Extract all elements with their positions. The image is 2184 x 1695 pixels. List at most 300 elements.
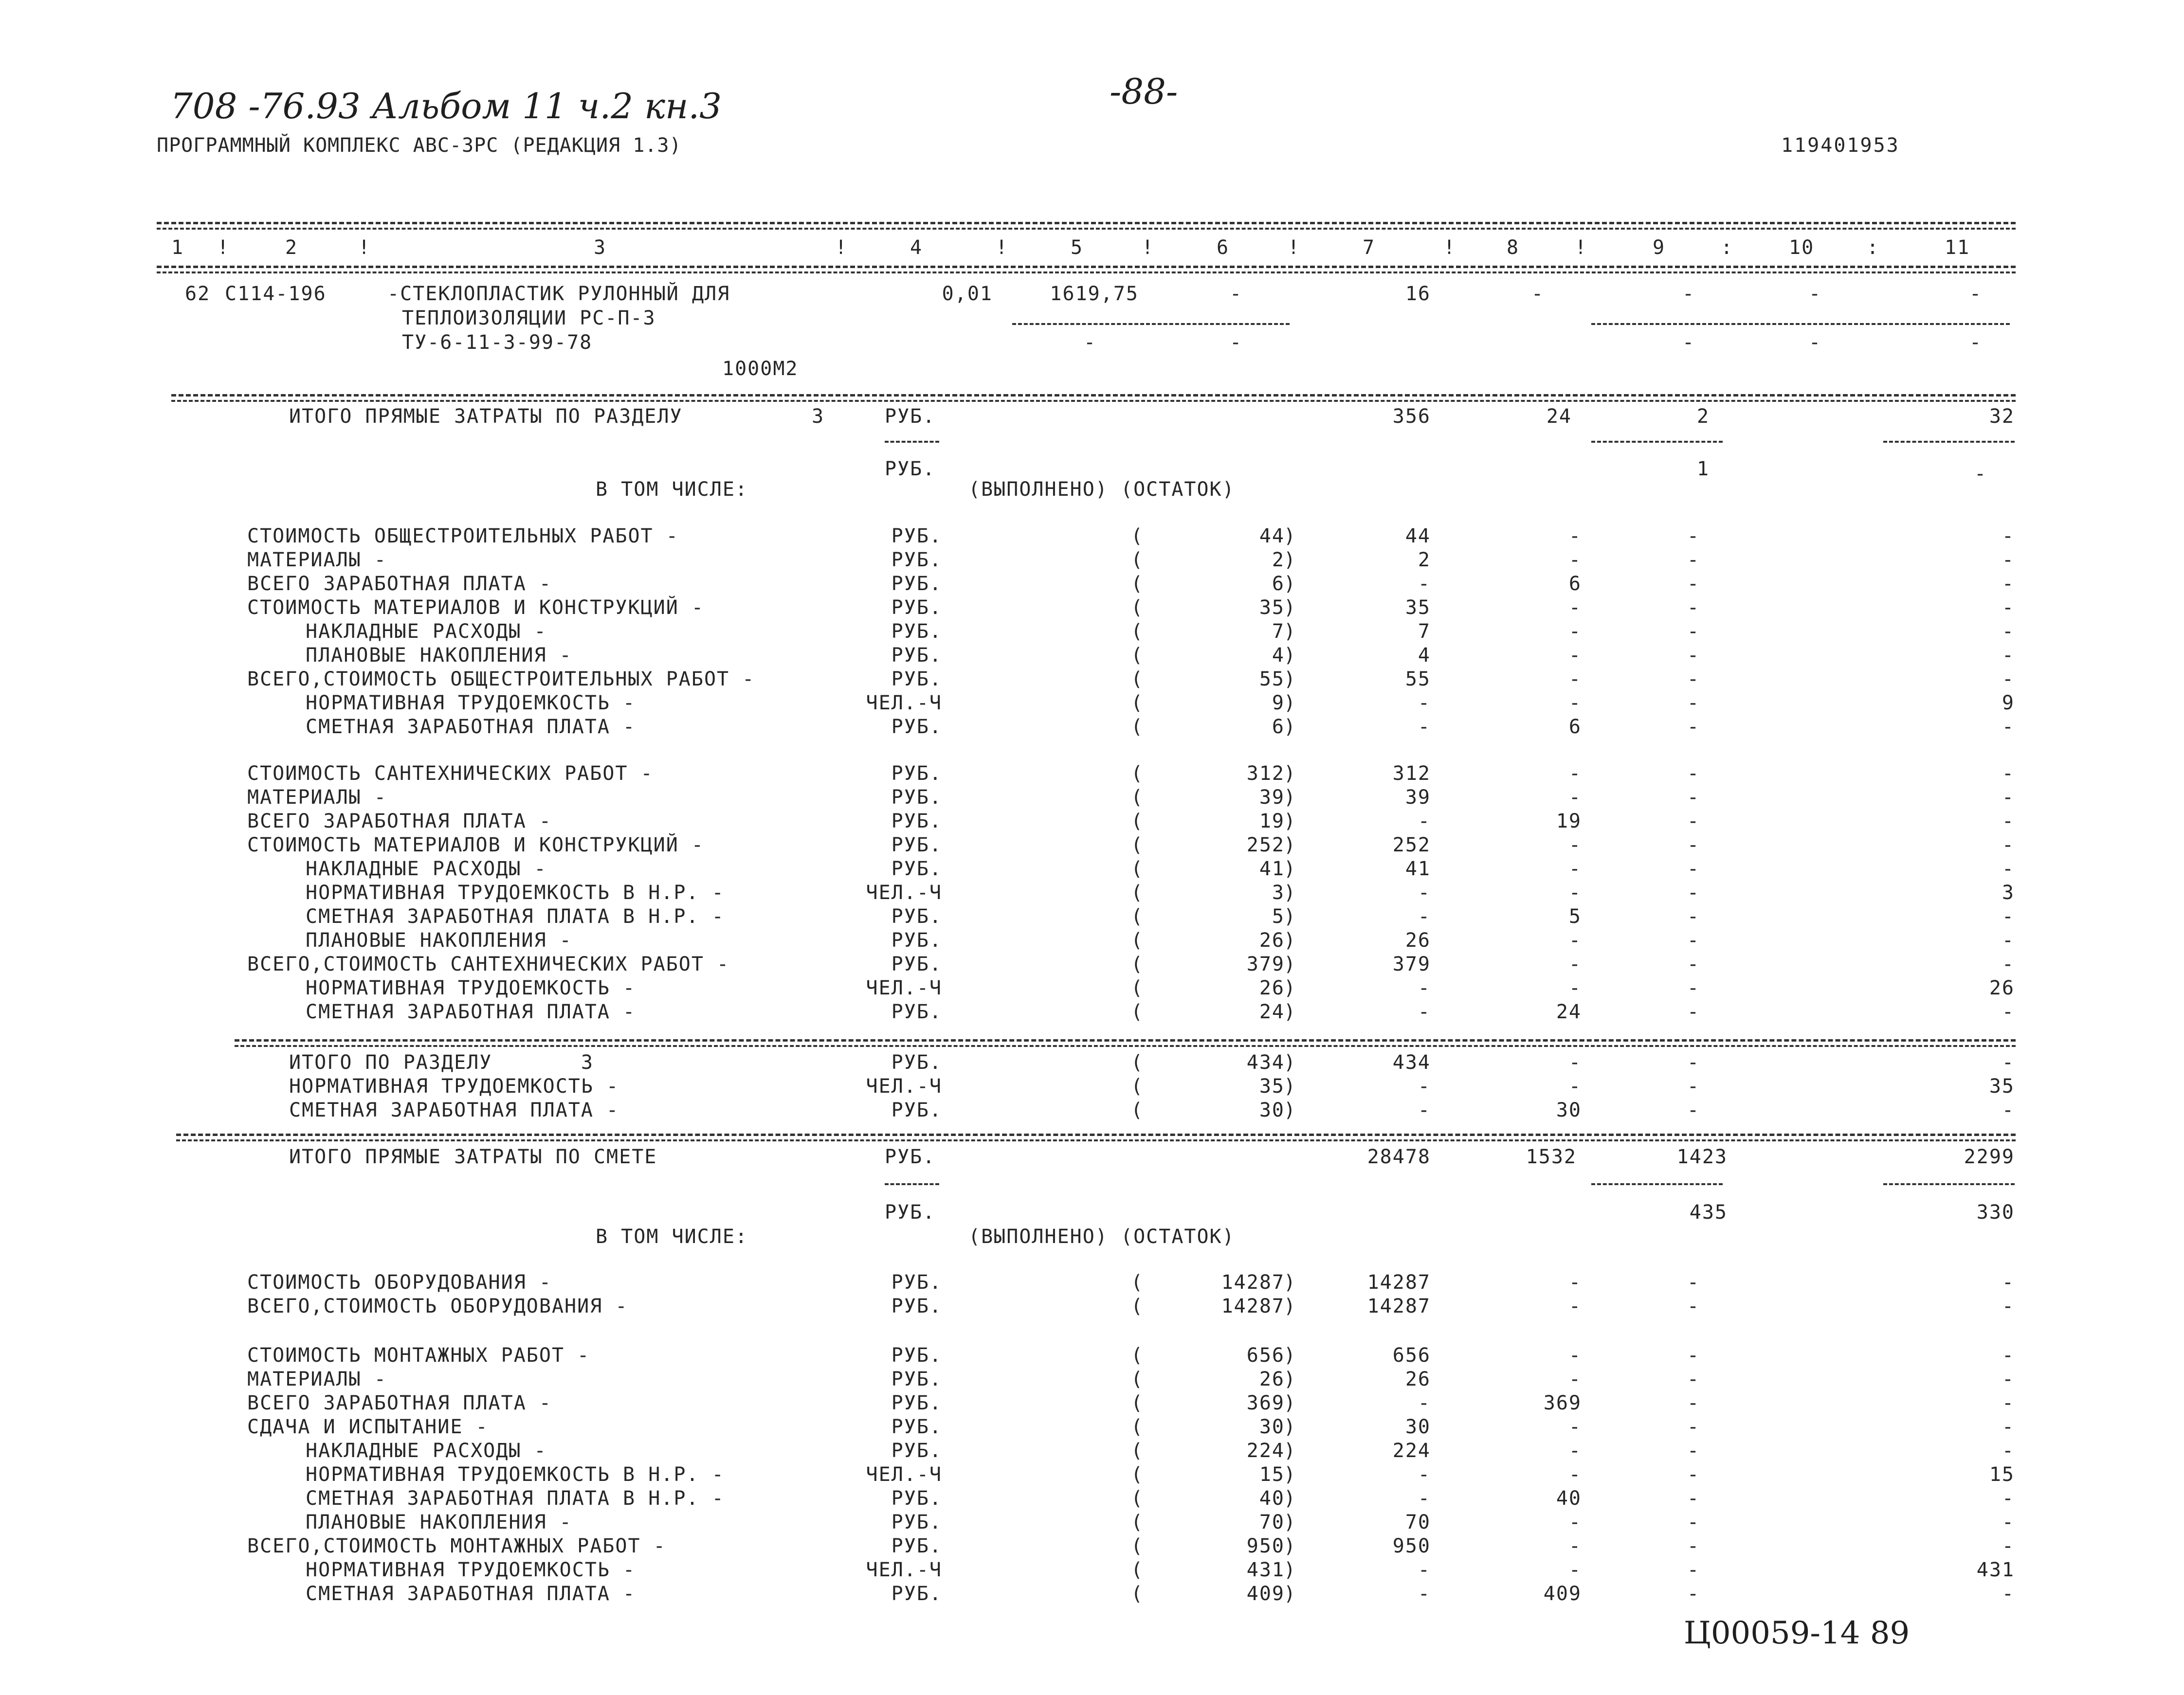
row-unit: РУБ. [891, 1001, 942, 1023]
row-col7: 26 [1405, 929, 1431, 952]
row-paren-open: ( [1131, 1001, 1144, 1023]
row-col8: 5 [1568, 905, 1582, 928]
row-col9: - [1687, 834, 1700, 856]
section-total-unit-rule [885, 441, 939, 443]
row-col9: - [1687, 810, 1700, 832]
row-col11: - [2002, 1535, 2015, 1557]
column-separator: ! [1575, 236, 1588, 259]
row-paren-value: 30 [1259, 1416, 1285, 1438]
column-separator: ! [1443, 236, 1456, 259]
row-col7: 26 [1405, 1368, 1431, 1390]
row-col7: 41 [1405, 858, 1431, 880]
item-subrule-5-6 [1012, 323, 1290, 325]
row-paren-value: 14287 [1221, 1271, 1285, 1294]
item-subrule-9-11 [1591, 323, 2010, 325]
section-total-col7: 356 [1392, 405, 1431, 428]
row-col7: - [1418, 1583, 1431, 1605]
row-unit: РУБ. [891, 1535, 942, 1557]
row-paren-close: ) [1284, 977, 1297, 999]
row-unit: РУБ. [891, 858, 942, 880]
row-col9: - [1687, 596, 1700, 619]
row-label: НАКЛАДНЫЕ РАСХОДЫ - [306, 1440, 547, 1462]
row-paren-value: 26 [1259, 1368, 1285, 1390]
row-label: СТОИМОСТЬ МОНТАЖНЫХ РАБОТ - [247, 1344, 590, 1367]
row-col7: 39 [1405, 786, 1431, 809]
column-header-3: 3 [594, 236, 607, 259]
row-paren-value: 24 [1259, 1001, 1285, 1023]
section-total-rule-9 [1591, 441, 1723, 443]
column-header-7: 7 [1363, 236, 1376, 259]
row-col11: - [2002, 1583, 2015, 1605]
column-header-11: 11 [1945, 236, 1970, 259]
row-col9: - [1687, 1001, 1700, 1023]
estimate-divider [176, 1134, 2016, 1136]
row-unit: РУБ. [891, 810, 942, 832]
row-paren-close: ) [1284, 620, 1297, 643]
row-col8: - [1568, 953, 1582, 975]
section-total-number: 3 [812, 405, 825, 428]
row-label: НАКЛАДНЫЕ РАСХОДЫ - [306, 620, 547, 643]
row-col7: - [1418, 905, 1431, 928]
row-label: ВСЕГО,СТОИМОСТЬ МОНТАЖНЫХ РАБОТ - [247, 1535, 666, 1557]
row-col9: - [1687, 953, 1700, 975]
column-separator: : [1721, 236, 1734, 259]
row-paren-value: 950 [1246, 1535, 1285, 1557]
row-unit: ЧЕЛ.-Ч [866, 1559, 942, 1581]
row-label: НОРМАТИВНАЯ ТРУДОЕМКОСТЬ В Н.Р. - [306, 882, 725, 904]
row-col11: - [2002, 1416, 2015, 1438]
row-paren-open: ( [1131, 692, 1144, 714]
row-col9: - [1687, 762, 1700, 785]
header-bottom-rule-2 [157, 271, 2016, 273]
row-col9: - [1687, 786, 1700, 809]
item-price: 1619,75 [1050, 283, 1139, 305]
row-col8: 19 [1556, 810, 1582, 832]
row-unit: РУБ. [891, 1583, 942, 1605]
row-col7: - [1418, 692, 1431, 714]
column-separator: : [1867, 236, 1880, 259]
column-header-5: 5 [1071, 236, 1084, 259]
row-unit: РУБ. [891, 1271, 942, 1294]
row-col8: 369 [1543, 1392, 1582, 1414]
row-paren-open: ( [1131, 716, 1144, 738]
row-unit: РУБ. [891, 1295, 942, 1317]
row-paren-value: 7 [1272, 620, 1285, 643]
row-paren-open: ( [1131, 1583, 1144, 1605]
row-unit: ЧЕЛ.-Ч [866, 882, 942, 904]
row-col11: 3 [2002, 882, 2015, 904]
item-sub-col10: - [1808, 331, 1822, 354]
row-col9: - [1687, 1075, 1700, 1098]
row-paren-value: 3 [1272, 882, 1285, 904]
row-paren-value: 379 [1246, 953, 1285, 975]
row-col8: - [1568, 1075, 1582, 1098]
row-paren-close: ) [1284, 1271, 1297, 1294]
row-col7: - [1418, 882, 1431, 904]
row-paren-value: 40 [1259, 1487, 1285, 1510]
row-label: МАТЕРИАЛЫ - [247, 786, 387, 809]
column-separator: ! [835, 236, 848, 259]
row-paren-open: ( [1131, 953, 1144, 975]
row-col9: - [1687, 905, 1700, 928]
row-col7: - [1418, 1559, 1431, 1581]
row-label: СТОИМОСТЬ МАТЕРИАЛОВ И КОНСТРУКЦИЙ - [247, 834, 704, 856]
item-col6: - [1229, 283, 1243, 305]
row-col8: - [1568, 1295, 1582, 1317]
handwritten-code: Ц00059-14 89 [1684, 1615, 1910, 1651]
row-label: ПЛАНОВЫЕ НАКОПЛЕНИЯ - [306, 644, 572, 667]
row-col9: - [1687, 1511, 1700, 1533]
row-col11: 431 [1976, 1559, 2015, 1581]
row-paren-close: ) [1284, 1392, 1297, 1414]
row-col8: - [1568, 525, 1582, 547]
row-col11: - [2002, 1051, 2015, 1074]
column-header-10: 10 [1789, 236, 1815, 259]
row-col7: 312 [1392, 762, 1431, 785]
row-paren-close: ) [1284, 716, 1297, 738]
row-paren-open: ( [1131, 858, 1144, 880]
row-paren-close: ) [1284, 1487, 1297, 1510]
row-col7: 14287 [1367, 1271, 1431, 1294]
row-paren-close: ) [1284, 1559, 1297, 1581]
row-unit: РУБ. [891, 1487, 942, 1510]
row-col8: 6 [1568, 573, 1582, 595]
row-col9: - [1687, 1295, 1700, 1317]
row-col8: 24 [1556, 1001, 1582, 1023]
row-col11: - [2002, 1001, 2015, 1023]
row-col11: - [2002, 786, 2015, 809]
row-unit: РУБ. [891, 762, 942, 785]
column-header-9: 9 [1653, 236, 1666, 259]
row-col9: - [1687, 1535, 1700, 1557]
row-paren-close: ) [1284, 929, 1297, 952]
row-paren-open: ( [1131, 1511, 1144, 1533]
row-paren-open: ( [1131, 1440, 1144, 1462]
row-col9: - [1687, 977, 1700, 999]
row-col11: - [2002, 1368, 2015, 1390]
row-col9: - [1687, 1416, 1700, 1438]
row-unit: ЧЕЛ.-Ч [866, 977, 942, 999]
row-paren-close: ) [1284, 1344, 1297, 1367]
row-paren-open: ( [1131, 1392, 1144, 1414]
estimate-total-unit-rule [885, 1183, 939, 1185]
row-col7: - [1418, 810, 1431, 832]
header-top-rule [157, 222, 2016, 224]
row-col7: 55 [1405, 668, 1431, 690]
row-label: ВСЕГО,СТОИМОСТЬ САНТЕХНИЧЕСКИХ РАБОТ - [247, 953, 730, 975]
row-unit: РУБ. [891, 716, 942, 738]
row-paren-open: ( [1131, 1487, 1144, 1510]
row-unit: РУБ. [891, 1368, 942, 1390]
row-paren-open: ( [1131, 525, 1144, 547]
row-col11: 15 [1989, 1463, 2015, 1486]
section-done-rest-label: (ВЫПОЛНЕНО) (ОСТАТОК) [968, 478, 1235, 501]
row-label: СМЕТНАЯ ЗАРАБОТНАЯ ПЛАТА - [306, 1001, 636, 1023]
estimate-total-col9b: 435 [1689, 1201, 1728, 1224]
row-col8: 30 [1556, 1099, 1582, 1121]
item-name-line2: ТЕПЛОИЗОЛЯЦИИ РС-П-3 [402, 307, 656, 329]
row-col9: - [1687, 1559, 1700, 1581]
row-col8: - [1568, 929, 1582, 952]
row-paren-value: 44 [1259, 525, 1285, 547]
row-paren-open: ( [1131, 1099, 1144, 1121]
column-header-6: 6 [1217, 236, 1230, 259]
row-label: СДАЧА И ИСПЫТАНИЕ - [247, 1416, 489, 1438]
item-sub-col6b: - [1229, 331, 1243, 354]
estimate-total-col7: 28478 [1367, 1146, 1431, 1168]
row-col9: - [1687, 858, 1700, 880]
row-paren-value: 434 [1246, 1051, 1285, 1074]
row-paren-close: ) [1284, 1295, 1297, 1317]
section-divider-2 [171, 400, 2016, 402]
row-col11: - [2002, 549, 2015, 571]
row-paren-open: ( [1131, 1559, 1144, 1581]
row-paren-close: ) [1284, 953, 1297, 975]
row-paren-close: ) [1284, 1051, 1297, 1074]
item-sub-col11: - [1969, 331, 1983, 354]
row-unit: ЧЕЛ.-Ч [866, 692, 942, 714]
row-paren-open: ( [1131, 573, 1144, 595]
row-col11: - [2002, 858, 2015, 880]
row-label: ПЛАНОВЫЕ НАКОПЛЕНИЯ - [306, 929, 572, 952]
row-col9: - [1687, 692, 1700, 714]
section-total-col11b: - [1974, 463, 1987, 485]
row-paren-open: ( [1131, 786, 1144, 809]
row-paren-value: 30 [1259, 1099, 1285, 1121]
row-col8: - [1568, 1416, 1582, 1438]
header-top-rule-2 [157, 228, 2016, 230]
row-paren-value: 35 [1259, 1075, 1285, 1098]
row-paren-close: ) [1284, 1463, 1297, 1486]
row-col9: - [1687, 549, 1700, 571]
column-header-2: 2 [285, 236, 298, 259]
column-separator: ! [1288, 236, 1301, 259]
row-paren-open: ( [1131, 1075, 1144, 1098]
row-label: СТОИМОСТЬ МАТЕРИАЛОВ И КОНСТРУКЦИЙ - [247, 596, 704, 619]
row-paren-open: ( [1131, 762, 1144, 785]
row-col7: - [1418, 716, 1431, 738]
row-col9: - [1687, 1487, 1700, 1510]
row-col8: - [1568, 977, 1582, 999]
row-paren-open: ( [1131, 620, 1144, 643]
section-total-rule-11 [1883, 441, 2015, 443]
row-col11: - [2002, 1344, 2015, 1367]
row-col8: - [1568, 1535, 1582, 1557]
column-separator: ! [358, 236, 371, 259]
row-label: СМЕТНАЯ ЗАРАБОТНАЯ ПЛАТА - [306, 1583, 636, 1605]
row-paren-value: 9 [1272, 692, 1285, 714]
column-separator: ! [996, 236, 1009, 259]
row-paren-close: ) [1284, 810, 1297, 832]
row-paren-value: 656 [1246, 1344, 1285, 1367]
row-paren-open: ( [1131, 905, 1144, 928]
row-unit: РУБ. [891, 549, 942, 571]
row-unit: РУБ. [891, 596, 942, 619]
section-total-col8: 24 [1546, 405, 1572, 428]
row-col8: 6 [1568, 716, 1582, 738]
row-col9: - [1687, 1368, 1700, 1390]
row-paren-open: ( [1131, 549, 1144, 571]
row-label: НОРМАТИВНАЯ ТРУДОЕМКОСТЬ - [306, 1559, 636, 1581]
row-unit: РУБ. [891, 1051, 942, 1074]
row-paren-close: ) [1284, 668, 1297, 690]
row-col11: - [2002, 953, 2015, 975]
row-col9: - [1687, 1271, 1700, 1294]
row-col11: - [2002, 1487, 2015, 1510]
row-unit: РУБ. [891, 929, 942, 952]
row-col7: 224 [1392, 1440, 1431, 1462]
section-total-col9: 2 [1696, 405, 1710, 428]
row-col11: - [2002, 716, 2015, 738]
row-col8: - [1568, 1344, 1582, 1367]
row-col7: 434 [1392, 1051, 1431, 1074]
row-paren-value: 5 [1272, 905, 1285, 928]
row-col9: - [1687, 1051, 1700, 1074]
item-col11: - [1969, 283, 1983, 305]
row-col11: - [2002, 834, 2015, 856]
row-paren-open: ( [1131, 929, 1144, 952]
row-paren-close: ) [1284, 644, 1297, 667]
section-total-label: ИТОГО ПРЯМЫЕ ЗАТРАТЫ ПО РАЗДЕЛУ [289, 405, 683, 428]
row-paren-close: ) [1284, 786, 1297, 809]
row-paren-open: ( [1131, 668, 1144, 690]
row-col11: - [2002, 1511, 2015, 1533]
row-col11: - [2002, 1295, 2015, 1317]
row-paren-close: ) [1284, 596, 1297, 619]
row-col7: 30 [1405, 1416, 1431, 1438]
handwritten-reference: 708 -76.93 Альбом 11 ч.2 кн.3 [170, 86, 722, 126]
row-paren-value: 252 [1246, 834, 1285, 856]
row-paren-open: ( [1131, 834, 1144, 856]
row-label: ВСЕГО,СТОИМОСТЬ ОБОРУДОВАНИЯ - [247, 1295, 628, 1317]
row-col7: 70 [1405, 1511, 1431, 1533]
row-col9: - [1687, 525, 1700, 547]
row-col11: - [2002, 573, 2015, 595]
row-col8: - [1568, 762, 1582, 785]
program-subtitle: ПРОГРАММНЫЙ КОМПЛЕКС АВС-3РС (РЕДАКЦИЯ 1.3) [157, 134, 682, 157]
row-label: СМЕТНАЯ ЗАРАБОТНАЯ ПЛАТА - [289, 1099, 619, 1121]
row-paren-value: 39 [1259, 786, 1285, 809]
item-code: С114-196 [225, 283, 327, 305]
row-col9: - [1687, 1440, 1700, 1462]
row-paren-close: ) [1284, 1368, 1297, 1390]
row-col9: - [1687, 1344, 1700, 1367]
row-col11: - [2002, 762, 2015, 785]
row-paren-close: ) [1284, 1099, 1297, 1121]
item-number: 62 [185, 283, 211, 305]
row-paren-value: 70 [1259, 1511, 1285, 1533]
row-col8: - [1568, 1368, 1582, 1390]
row-paren-open: ( [1131, 1463, 1144, 1486]
row-col8: - [1568, 668, 1582, 690]
row-col7: 44 [1405, 525, 1431, 547]
row-col8: - [1568, 858, 1582, 880]
row-col8: - [1568, 644, 1582, 667]
row-paren-open: ( [1131, 1295, 1144, 1317]
estimate-total-label: ИТОГО ПРЯМЫЕ ЗАТРАТЫ ПО СМЕТЕ [289, 1146, 657, 1168]
row-col9: - [1687, 716, 1700, 738]
row-col7: - [1418, 1487, 1431, 1510]
row-unit: РУБ. [891, 1392, 942, 1414]
row-col11: - [2002, 1440, 2015, 1462]
row-col9: - [1687, 620, 1700, 643]
row-paren-value: 2 [1272, 549, 1285, 571]
row-paren-close: ) [1284, 1001, 1297, 1023]
row-col11: - [2002, 1271, 2015, 1294]
document-number: 119401953 [1781, 134, 1900, 157]
row-label: СТОИМОСТЬ ОБЩЕСТРОИТЕЛЬНЫХ РАБОТ - [247, 525, 679, 547]
estimate-including-label: В ТОМ ЧИСЛЕ: [596, 1226, 748, 1248]
row-unit: РУБ. [891, 620, 942, 643]
row-unit: РУБ. [891, 644, 942, 667]
row-col11: - [2002, 929, 2015, 952]
section-divider [171, 394, 2016, 397]
column-header-4: 4 [910, 236, 923, 259]
column-header-8: 8 [1507, 236, 1520, 259]
row-unit: РУБ. [891, 573, 942, 595]
row-paren-open: ( [1131, 644, 1144, 667]
row-col11: - [2002, 1392, 2015, 1414]
row-paren-open: ( [1131, 1416, 1144, 1438]
item-col7: 16 [1405, 283, 1431, 305]
item-sub-col6: - [1083, 331, 1097, 354]
row-col9: - [1687, 929, 1700, 952]
row-paren-value: 14287 [1221, 1295, 1285, 1317]
row-unit: ЧЕЛ.-Ч [866, 1075, 942, 1098]
row-paren-value: 41 [1259, 858, 1285, 880]
row-paren-value: 4 [1272, 644, 1285, 667]
row-col8: - [1568, 1559, 1582, 1581]
row-col11: - [2002, 596, 2015, 619]
row-paren-close: ) [1284, 549, 1297, 571]
row-paren-value: 6 [1272, 573, 1285, 595]
row-paren-open: ( [1131, 810, 1144, 832]
row-paren-open: ( [1131, 1368, 1144, 1390]
row-col9: - [1687, 1099, 1700, 1121]
estimate-total-col11: 2299 [1964, 1146, 2015, 1168]
row-label: ВСЕГО ЗАРАБОТНАЯ ПЛАТА - [247, 1392, 552, 1414]
row-paren-value: 19 [1259, 810, 1285, 832]
row-paren-open: ( [1131, 977, 1144, 999]
column-separator: ! [1142, 236, 1155, 259]
item-qty: 0,01 [942, 283, 993, 305]
row-label: СМЕТНАЯ ЗАРАБОТНАЯ ПЛАТА В Н.Р. - [306, 905, 725, 928]
row-col9: - [1687, 1463, 1700, 1486]
row-col8: 40 [1556, 1487, 1582, 1510]
row-col9: - [1687, 1583, 1700, 1605]
row-paren-close: ) [1284, 573, 1297, 595]
row-paren-close: ) [1284, 882, 1297, 904]
row-label: МАТЕРИАЛЫ - [247, 1368, 387, 1390]
row-unit: РУБ. [891, 834, 942, 856]
item-name-line1: -СТЕКЛОПЛАСТИК РУЛОННЫЙ ДЛЯ [387, 283, 730, 305]
row-col9: - [1687, 644, 1700, 667]
estimate-total-unit2: РУБ. [885, 1201, 936, 1224]
row-unit: РУБ. [891, 525, 942, 547]
row-col7: - [1418, 1463, 1431, 1486]
row-col7: 4 [1418, 644, 1431, 667]
summary-top-rule-2 [235, 1045, 2016, 1047]
row-paren-value: 369 [1246, 1392, 1285, 1414]
row-col11: - [2002, 668, 2015, 690]
row-paren-close: ) [1284, 525, 1297, 547]
row-paren-close: ) [1284, 1511, 1297, 1533]
row-col8: - [1568, 1271, 1582, 1294]
row-col9: - [1687, 668, 1700, 690]
row-paren-value: 6 [1272, 716, 1285, 738]
row-paren-close: ) [1284, 1416, 1297, 1438]
column-separator: ! [217, 236, 230, 259]
